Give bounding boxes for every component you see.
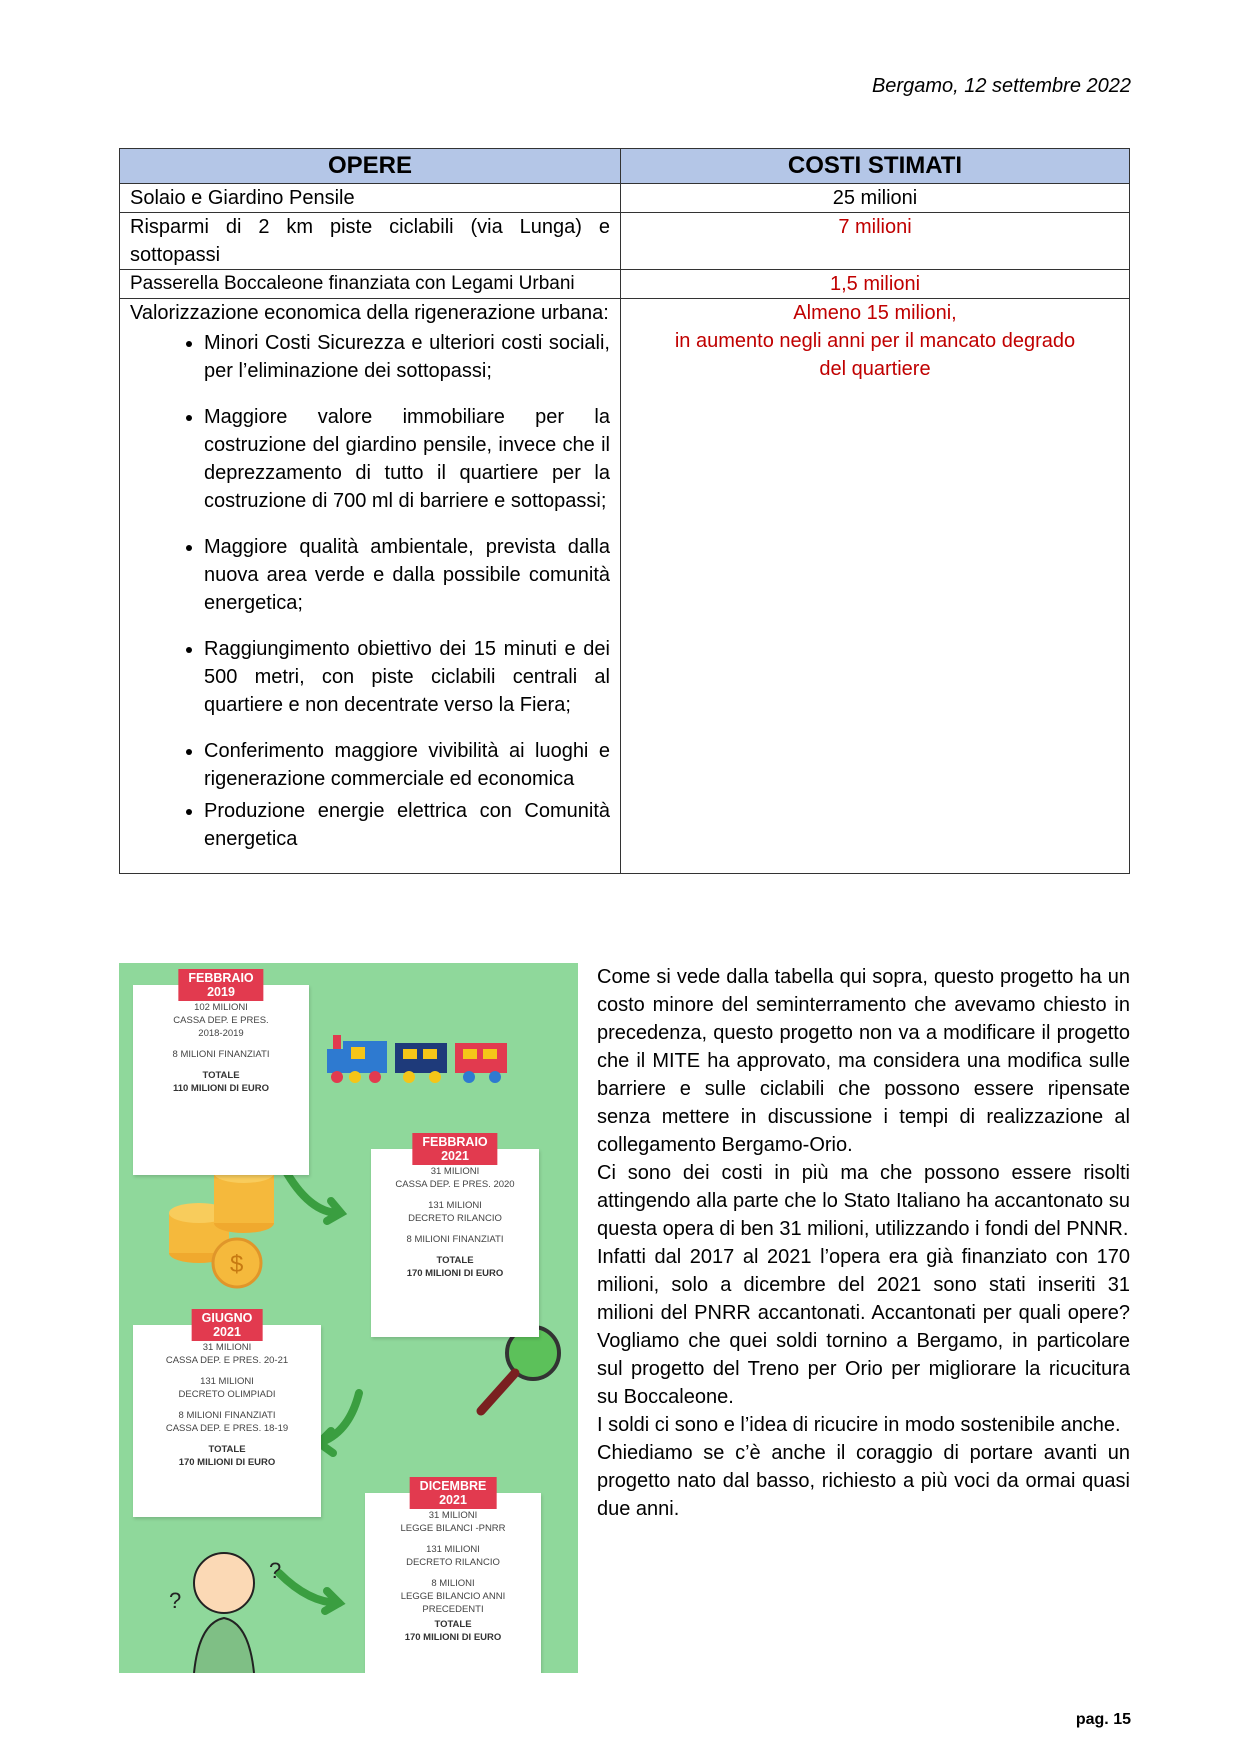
page-number: pag. 15 bbox=[1075, 1711, 1131, 1728]
table-header-row bbox=[120, 149, 1130, 184]
funding-card-feb-2019: FEBBRAIO 2019 102 MILIONI CASSA DEP. E PRES. 2018-2019 8 MILIONI FINANZIATI TOTALE 110 MILIONI DI EURO bbox=[133, 985, 309, 1175]
col-opere-header: OPERE bbox=[120, 149, 621, 184]
costo-cell bbox=[621, 299, 1130, 874]
svg-text:?: ? bbox=[169, 1588, 182, 1613]
card-header: FEBBRAIO 2021 bbox=[412, 1133, 497, 1165]
svg-text:?: ? bbox=[269, 1558, 282, 1583]
funding-card-dec-2021: DICEMBRE 2021 31 MILIONI LEGGE BILANCI -PNRR 131 MILIONI DECRETO RILANCIO 8 MILIONI LEGGE BILANCIO ANNI PRECEDENTI TOTALE 170 MILIONI DI EURO bbox=[365, 1493, 541, 1673]
paragraph: Ci sono dei costi in più ma che possono essere risolti attingendo alla parte che lo Stato Italiano ha accantonato su questa opera di ben 31 milioni, utilizzando i fondi del PNNR. bbox=[597, 1162, 1130, 1240]
body-text bbox=[597, 963, 1130, 1523]
costo-cell: 25 milioni bbox=[621, 184, 1130, 213]
costo-cell: 1,5 milioni bbox=[621, 270, 1130, 299]
financing-infographic bbox=[119, 963, 578, 1673]
paragraph: Come si vede dalla tabella qui sopra, questo progetto ha un costo minore del seminterramento che avevamo chiesto in precedenza, questo progetto non va a modificare il progetto che il MITE ha approvato, ma considera una modifica sulle barriere e sulle ciclabili che possono essere ripensate senza mettere in discussione i tempi di realizzazione al collegamento Bergamo-Orio. bbox=[597, 966, 1130, 1156]
train-icon bbox=[327, 1035, 507, 1083]
paragraph: I soldi ci sono e l’idea di ricucire in modo sostenibile anche. bbox=[597, 1414, 1121, 1436]
card-header: DICEMBRE 2021 bbox=[410, 1477, 497, 1509]
costo-line: del quartiere bbox=[819, 358, 931, 380]
list-item: • Maggiore qualità ambientale, prevista dalla nuova area verde e dalla possibile comunità energetica; bbox=[204, 533, 610, 617]
opera-cell: Passerella Boccaleone finanziata con Legami Urbani bbox=[120, 270, 621, 299]
costo-line: in aumento negli anni per il mancato degrado bbox=[674, 330, 1076, 352]
svg-text:$: $ bbox=[230, 1251, 244, 1278]
table-row bbox=[120, 299, 1130, 874]
list-item: • Conferimento maggiore vivibilità ai luoghi e rigenerazione commerciale ed economica bbox=[204, 737, 610, 793]
list-item: • Maggiore valore immobiliare per la costruzione del giardino pensile, invece che il deprezzamento di tutto il quartiere per la costruzione di 700 ml di barriere e sottopassi; bbox=[204, 403, 610, 515]
coins-icon bbox=[169, 1163, 274, 1287]
valorizzazione-title: Valorizzazione economica della rigenerazione urbana: bbox=[130, 302, 609, 324]
col-costi-header: COSTI STIMATI bbox=[621, 149, 1130, 184]
thinking-person-icon bbox=[169, 1553, 281, 1673]
list-item: • Minori Costi Sicurezza e ulteriori costi sociali, per l’eliminazione dei sottopassi; bbox=[204, 329, 610, 385]
costo-line: Almeno 15 milioni, bbox=[793, 302, 957, 324]
table-row bbox=[120, 184, 1130, 213]
magnifier-icon bbox=[481, 1327, 559, 1411]
card-header: GIUGNO 2021 bbox=[192, 1309, 263, 1341]
table-row bbox=[120, 213, 1130, 270]
list-item: • Produzione energie elettrica con Comunità energetica bbox=[204, 797, 610, 853]
valorizzazione-list bbox=[130, 329, 610, 853]
funding-card-jun-2021: GIUGNO 2021 31 MILIONI CASSA DEP. E PRES. 20-21 131 MILIONI DECRETO OLIMPIADI 8 MILIONI FINANZIATI CASSA DEP. E PRES. 18-19 TOTALE 170 MILIONI DI EURO bbox=[133, 1325, 321, 1517]
table-row bbox=[120, 270, 1130, 299]
opera-cell: Solaio e Giardino Pensile bbox=[120, 184, 621, 213]
funding-card-feb-2021: FEBBRAIO 2021 31 MILIONI CASSA DEP. E PRES. 2020 131 MILIONI DECRETO RILANCIO 8 MILIONI FINANZIATI TOTALE 170 MILIONI DI EURO bbox=[371, 1149, 539, 1337]
opera-cell bbox=[120, 299, 621, 874]
card-header: FEBBRAIO 2019 bbox=[178, 969, 263, 1001]
paragraph: Infatti dal 2017 al 2021 l’opera era già finanziato con 170 milioni, solo a dicembre del 2021 sono stati inseriti 31 milioni del PNRR accantonati. Accantonati per quali opere? Vogliamo che quei soldi tornino a Bergamo, in particolare sul progetto del Treno per Orio per migliorare la ricucitura su Boccaleone. bbox=[597, 1246, 1130, 1408]
costs-table bbox=[119, 148, 1130, 874]
costo-cell: 7 milioni bbox=[621, 213, 1130, 270]
opera-cell: Risparmi di 2 km piste ciclabili (via Lunga) e sottopassi bbox=[120, 213, 621, 270]
list-item: • Raggiungimento obiettivo dei 15 minuti e dei 500 metri, con piste ciclabili centrali al quartiere e non decentrate verso la Fiera; bbox=[204, 635, 610, 719]
paragraph: Chiediamo se c’è anche il coraggio di portare avanti un progetto nato dal basso, richiesto a più voci da ormai quasi due anni. bbox=[597, 1442, 1130, 1520]
document-date: Bergamo, 12 settembre 2022 bbox=[871, 75, 1131, 97]
